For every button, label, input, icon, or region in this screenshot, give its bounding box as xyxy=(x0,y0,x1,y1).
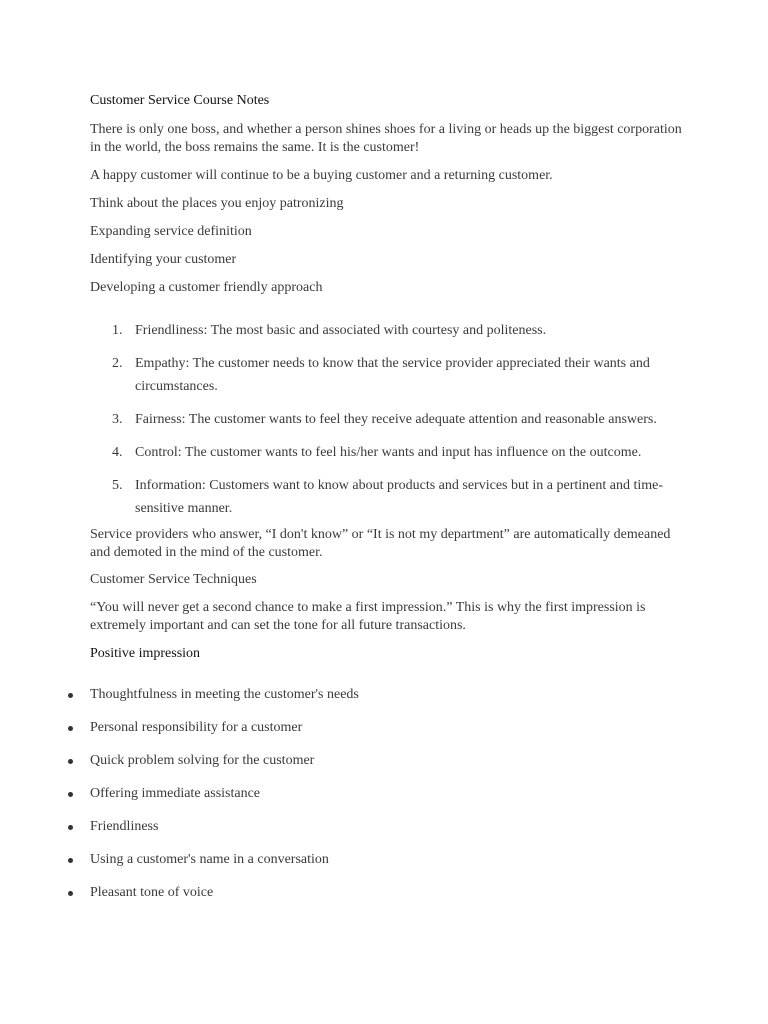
intro-paragraph: There is only one boss, and whether a person shines shoes for a living or heads up the biggest corporation in the world, the boss remains the same. It is the customer! xyxy=(90,122,682,155)
bullet-text: Personal responsibility for a customer xyxy=(90,720,303,735)
bullet-icon xyxy=(68,825,73,830)
item-text: Control: The customer wants to feel his/her wants and input has influence on the outcome. xyxy=(135,445,642,460)
bullet-text: Friendliness xyxy=(90,819,159,834)
bullet-text: Using a customer's name in a conversation xyxy=(90,852,329,867)
bullet-item xyxy=(60,752,660,770)
item-text: Fairness: The customer wants to feel they receive adequate attention and reasonable answers. xyxy=(135,412,657,427)
numbered-list xyxy=(90,319,690,530)
item-text: Information: Customers want to know about products and services but in a pertinent and time-sensitive manner. xyxy=(135,478,663,516)
bullet-text: Offering immediate assistance xyxy=(90,786,261,801)
bullet-text: Pleasant tone of voice xyxy=(90,885,214,900)
numbered-item xyxy=(90,474,690,520)
bullet-item xyxy=(60,884,660,902)
bullet-list xyxy=(60,686,660,917)
bullet-icon xyxy=(68,792,73,797)
numbered-item xyxy=(90,319,690,342)
bullet-icon xyxy=(68,858,73,863)
item-text: Friendliness: The most basic and associated with courtesy and politeness. xyxy=(135,323,547,338)
bullet-icon xyxy=(68,759,73,764)
numbered-item xyxy=(90,408,690,431)
identifying-heading: Identifying your customer xyxy=(90,252,237,267)
first-impression-paragraph: “You will never get a second chance to make a first impression.” This is why the first impression is extremely important and can set the tone for all future transactions. xyxy=(90,600,646,633)
bullet-icon xyxy=(68,726,73,731)
numbered-item xyxy=(90,352,690,398)
bullet-text: Quick problem solving for the customer xyxy=(90,753,315,768)
numbered-item xyxy=(90,441,690,464)
bullet-icon xyxy=(68,891,73,896)
bullet-item xyxy=(60,818,660,836)
bullet-icon xyxy=(68,693,73,698)
bullet-item xyxy=(60,686,660,704)
expanding-heading: Expanding service definition xyxy=(90,224,252,239)
item-number: 4. xyxy=(112,445,123,460)
developing-heading: Developing a customer friendly approach xyxy=(90,280,323,295)
bullet-item xyxy=(60,719,660,737)
item-text: Empathy: The customer needs to know that the service provider appreciated their wants and circumstances. xyxy=(135,356,650,394)
item-number: 2. xyxy=(112,356,123,371)
item-number: 5. xyxy=(112,478,123,493)
item-number: 1. xyxy=(112,323,123,338)
item-number: 3. xyxy=(112,412,123,427)
document-title: Customer Service Course Notes xyxy=(90,93,270,108)
bullet-text: Thoughtfulness in meeting the customer's needs xyxy=(90,687,359,702)
positive-impression-heading: Positive impression xyxy=(90,646,201,661)
think-about-paragraph: Think about the places you enjoy patronizing xyxy=(90,196,344,211)
happy-customer-paragraph: A happy customer will continue to be a buying customer and a returning customer. xyxy=(90,168,553,183)
service-providers-paragraph: Service providers who answer, “I don't know” or “It is not my department” are automatically demeaned and demoted in the mind of the customer. xyxy=(90,527,671,560)
bullet-item xyxy=(60,785,660,803)
techniques-heading: Customer Service Techniques xyxy=(90,572,257,587)
bullet-item xyxy=(60,851,660,869)
